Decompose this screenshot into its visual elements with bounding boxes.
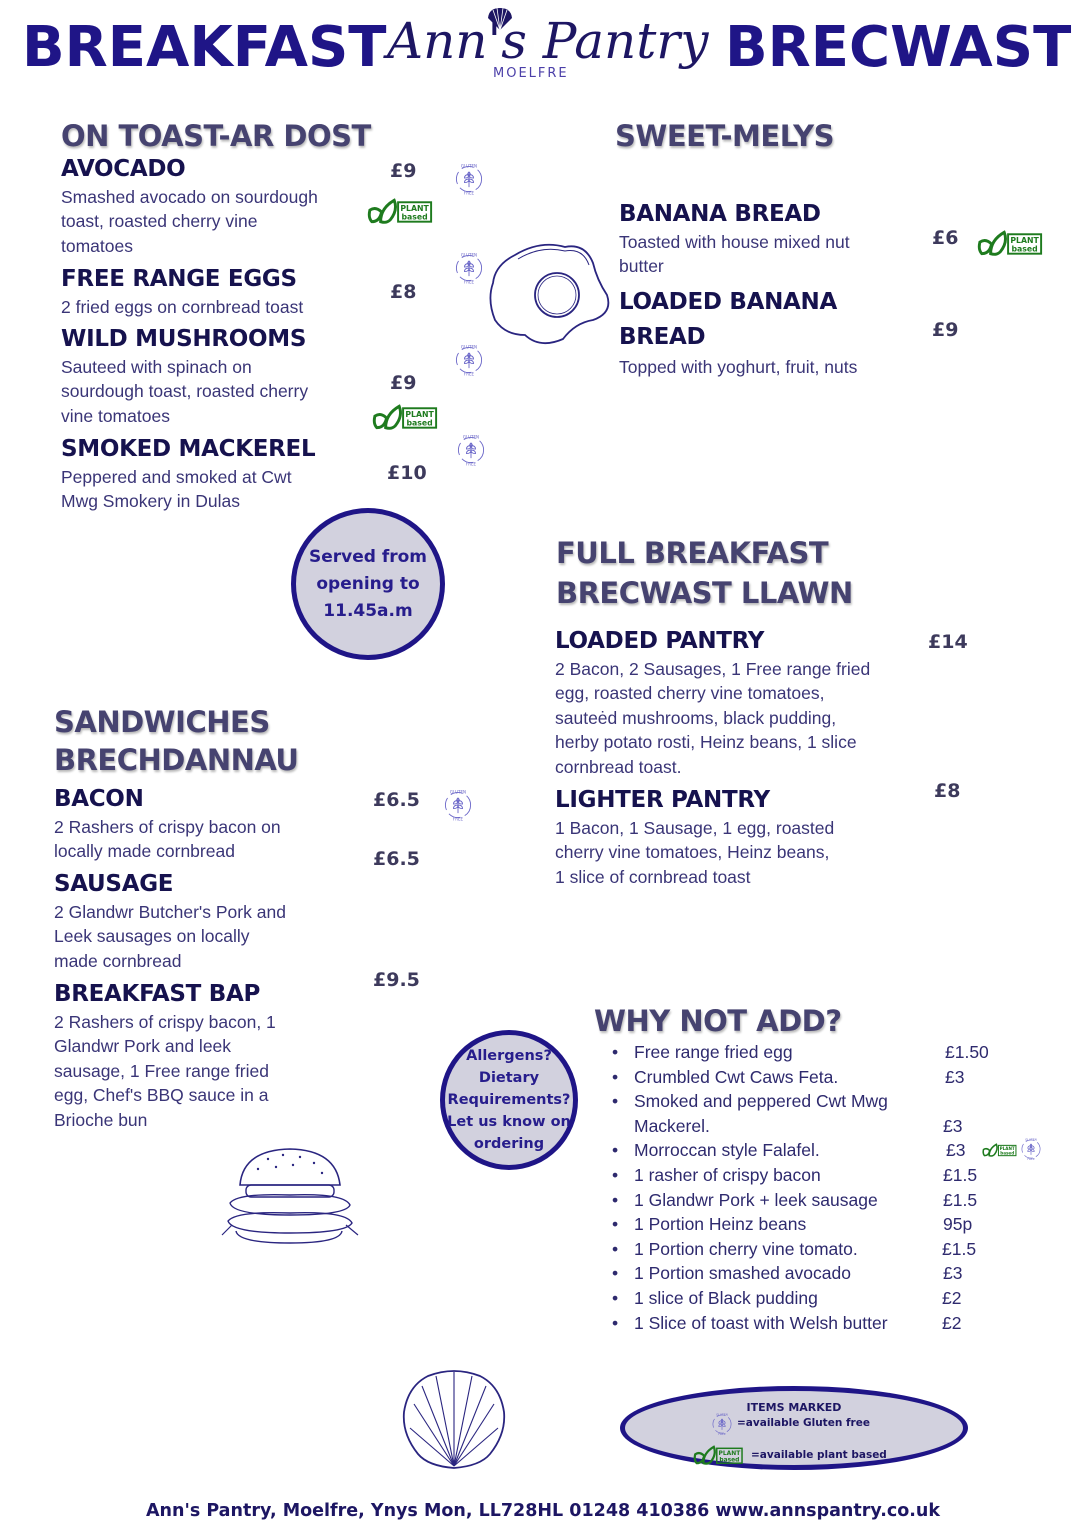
menu-item-lighter-pantry	[555, 786, 834, 889]
legend-heading: ITEMS MARKED	[746, 1401, 842, 1414]
plant-based-icon	[977, 228, 1045, 258]
bullet: •	[612, 1164, 619, 1185]
item-desc-line: vine tomatoes	[61, 405, 170, 426]
addon-label: Morroccan style Falafel.	[634, 1140, 820, 1161]
gluten-free-icon	[440, 787, 476, 823]
menu-item-smoked-mackerel	[61, 435, 315, 514]
item-desc-line: locally made cornbread	[54, 841, 235, 862]
item-desc-line: Toasted with house mixed nut	[619, 231, 850, 252]
addon-label: 1 Glandwr Pork + leek sausage	[634, 1189, 878, 1210]
menu-item-loaded-pantry	[555, 627, 870, 779]
item-name-line: LOADED BANANA	[619, 289, 838, 315]
item-desc-line: Brioche bun	[54, 1109, 148, 1130]
addon-label: Free range fried egg	[634, 1042, 793, 1062]
item-name: SMOKED MACKEREL	[61, 436, 316, 462]
item-name: LOADED PANTRY	[555, 628, 765, 654]
gluten-free-icon	[451, 342, 487, 378]
burger-illustration	[218, 1145, 360, 1245]
menu-item-loaded-banana-bread	[619, 285, 857, 380]
section-title-line: FULL BREAKFAST	[556, 536, 829, 570]
badge-line: Allergens?	[466, 1048, 552, 1064]
item-desc-line: butter	[619, 256, 664, 277]
plant-based-icon	[372, 402, 440, 432]
addon-label: 1 rasher of crispy bacon	[634, 1164, 821, 1185]
badge-line: ordering	[473, 1136, 545, 1152]
bullet: •	[612, 1042, 619, 1062]
item-name: FREE RANGE EGGS	[61, 266, 297, 292]
plant-based-icon	[982, 1142, 1018, 1158]
item-desc-line: Topped with yoghurt, fruit, nuts	[619, 357, 858, 377]
logo-text: Ann's Pantry	[387, 12, 709, 70]
item-desc-line: sauteėd mushrooms, black pudding,	[555, 707, 837, 728]
addon-item	[612, 1286, 1052, 1311]
legend-box	[620, 1386, 968, 1470]
logo-subtitle: MOELFRE	[493, 66, 569, 81]
item-desc-line: cornbread toast.	[555, 756, 682, 777]
addon-label: 1 Portion smashed avocado	[634, 1263, 851, 1284]
gluten-free-icon	[709, 1411, 735, 1437]
item-desc-line: Leek sausages on locally	[54, 926, 250, 947]
addon-item	[612, 1212, 1052, 1237]
price-loaded-banana-bread: £9	[932, 319, 959, 341]
price-loaded-pantry: £14	[928, 631, 968, 653]
price-smoked-mackerel: £10	[387, 462, 427, 484]
addon-item	[612, 1237, 1052, 1262]
title-brecwast: BRECWAST	[725, 15, 1072, 80]
item-name: BANANA BREAD	[619, 201, 821, 227]
served-times-badge	[291, 508, 445, 660]
section-title-line: SANDWICHES	[54, 705, 270, 739]
addon-price: 95p	[943, 1214, 973, 1235]
addon-label: 1 Portion cherry vine tomato.	[634, 1238, 858, 1259]
item-desc-line: 2 Rashers of crispy bacon on	[54, 816, 281, 837]
item-desc-line: toast, roasted cherry vine	[61, 211, 258, 232]
addons-list	[612, 1040, 1052, 1335]
section-title-sandwiches	[54, 703, 298, 779]
addon-price: £1.5	[943, 1189, 978, 1210]
addon-item	[612, 1089, 1052, 1138]
section-title-on-toast: ON TOAST-AR DOST	[61, 119, 371, 153]
addon-item	[612, 1188, 1052, 1213]
price-sausage: £6.5	[373, 848, 420, 870]
item-desc-line: Glandwr Pork and leek	[54, 1036, 232, 1057]
bullet: •	[612, 1214, 619, 1235]
item-name-line: BREAD	[619, 324, 706, 350]
addon-price: £1.5	[943, 1164, 978, 1185]
addon-label: 1 Slice of toast with Welsh butter	[634, 1312, 888, 1333]
item-desc-line: Smashed avocado on sourdough	[61, 186, 318, 207]
gluten-free-icon	[1018, 1136, 1044, 1162]
addon-price: £3	[943, 1263, 963, 1284]
badge-line: Requirements?	[447, 1092, 571, 1108]
badge-line: opening to	[316, 573, 420, 594]
bullet: •	[612, 1140, 619, 1161]
addon-item	[612, 1040, 1052, 1065]
item-name: BREAKFAST BAP	[54, 981, 260, 1007]
addon-item	[612, 1163, 1052, 1188]
addon-label-line: Mackerel.	[634, 1115, 710, 1136]
allergens-badge	[440, 1030, 578, 1170]
section-title-full-breakfast	[556, 533, 853, 613]
scallop-shell-illustration	[398, 1368, 510, 1472]
addon-label	[634, 1089, 934, 1138]
badge-line: 11.45a.m	[323, 600, 413, 621]
footer-contact: Ann's Pantry, Moelfre, Ynys Mon, LL728HL 01248 410386 www.annspantry.co.uk	[146, 1501, 940, 1521]
addon-price: £3	[945, 1066, 965, 1087]
section-title-line: BRECWAST LLAWN	[556, 576, 853, 610]
addon-label: 1 Portion Heinz beans	[634, 1214, 807, 1235]
item-desc-line: cherry vine tomatoes, Heinz beans,	[555, 842, 830, 863]
addon-item	[612, 1065, 1052, 1090]
menu-item-sausage	[54, 870, 286, 973]
section-title-why-not-add: WHY NOT ADD?	[594, 1004, 842, 1038]
addon-price: £1.5	[942, 1238, 977, 1259]
item-desc-line: 2 fried eggs on cornbread toast	[61, 296, 304, 317]
addon-item	[612, 1138, 1052, 1163]
addon-label-line: Smoked and peppered Cwt Mwg	[634, 1091, 888, 1112]
item-desc-line: Sauteed with spinach on	[61, 356, 252, 377]
legend-gluten-free-text: =available Gluten free	[737, 1417, 870, 1429]
gluten-free-icon	[451, 250, 487, 286]
price-bacon: £6.5	[373, 789, 420, 811]
price-breakfast-bap: £9.5	[373, 969, 420, 991]
menu-item-breakfast-bap	[54, 980, 276, 1132]
price-banana-bread: £6	[932, 227, 959, 249]
section-title-line: BRECHDANNAU	[54, 743, 299, 777]
item-desc-line: Mwg Smokery in Dulas	[61, 491, 240, 512]
item-name: AVOCADO	[61, 156, 186, 182]
item-name: BACON	[54, 786, 144, 812]
logo	[385, 2, 709, 92]
bullet: •	[612, 1263, 619, 1284]
menu-item-free-range-eggs	[61, 265, 303, 319]
gluten-free-icon	[451, 161, 487, 197]
gluten-free-icon	[453, 432, 489, 468]
menu-item-banana-bread	[619, 200, 850, 279]
item-name: LIGHTER PANTRY	[555, 787, 770, 813]
bullet: •	[612, 1066, 619, 1087]
item-desc-line: sausage, 1 Free range fried	[54, 1060, 269, 1081]
item-desc-line: 2 Bacon, 2 Sausages, 1 Free range fried	[555, 658, 871, 679]
item-desc-line: 1 slice of cornbread toast	[555, 866, 751, 887]
item-desc-line: made cornbread	[54, 950, 182, 971]
addon-price: £2	[942, 1287, 962, 1308]
title-breakfast: BREAKFAST	[22, 15, 387, 80]
menu-item-wild-mushrooms	[61, 325, 308, 428]
item-desc-line: herby potato rosti, Heinz beans, 1 slice	[555, 732, 857, 753]
addon-price: £3	[943, 1115, 963, 1136]
bullet: •	[612, 1189, 619, 1210]
item-desc-line: 1 Bacon, 1 Sausage, 1 egg, roasted	[555, 817, 835, 838]
plant-based-icon	[693, 1443, 745, 1467]
addon-item	[612, 1261, 1052, 1286]
item-desc-line: 2 Glandwr Butcher's Pork and	[54, 901, 286, 922]
plant-based-icon	[367, 196, 435, 226]
addon-label: 1 slice of Black pudding	[634, 1287, 818, 1308]
badge-line: Let us know on	[447, 1114, 571, 1130]
price-free-range-eggs: £8	[390, 281, 417, 303]
item-desc-line: egg, Chef's BBQ sauce in a	[54, 1085, 269, 1106]
bullet: •	[612, 1312, 619, 1333]
bullet: •	[612, 1238, 619, 1259]
item-desc-line: sourdough toast, roasted cherry	[61, 381, 309, 402]
item-name: WILD MUSHROOMS	[61, 326, 307, 352]
item-name: SAUSAGE	[54, 871, 174, 897]
badge-line: Served from	[308, 546, 428, 567]
badge-line: Dietary	[478, 1070, 540, 1086]
addon-price: £3	[946, 1140, 966, 1161]
price-avocado: £9	[390, 160, 417, 182]
item-desc-line: Peppered and smoked at Cwt	[61, 466, 292, 487]
fried-egg-illustration	[485, 235, 615, 355]
section-title-sweet: SWEET-MELYS	[615, 119, 835, 153]
legend-plant-based-text: =available plant based	[751, 1449, 887, 1461]
item-desc-line: tomatoes	[61, 235, 133, 256]
addon-item	[612, 1311, 1052, 1336]
menu-item-bacon	[54, 785, 281, 864]
addon-label: Crumbled Cwt Caws Feta.	[634, 1066, 839, 1087]
item-desc-line: egg, roasted cherry vine tomatoes,	[555, 683, 825, 704]
addon-price: £1.50	[945, 1042, 989, 1062]
item-desc-line: 2 Rashers of crispy bacon, 1	[54, 1011, 276, 1032]
bullet: •	[612, 1091, 619, 1112]
addon-price: £2	[942, 1312, 962, 1333]
price-lighter-pantry: £8	[934, 780, 961, 802]
bullet: •	[612, 1287, 619, 1308]
menu-item-avocado	[61, 155, 318, 258]
price-wild-mushrooms: £9	[390, 372, 417, 394]
